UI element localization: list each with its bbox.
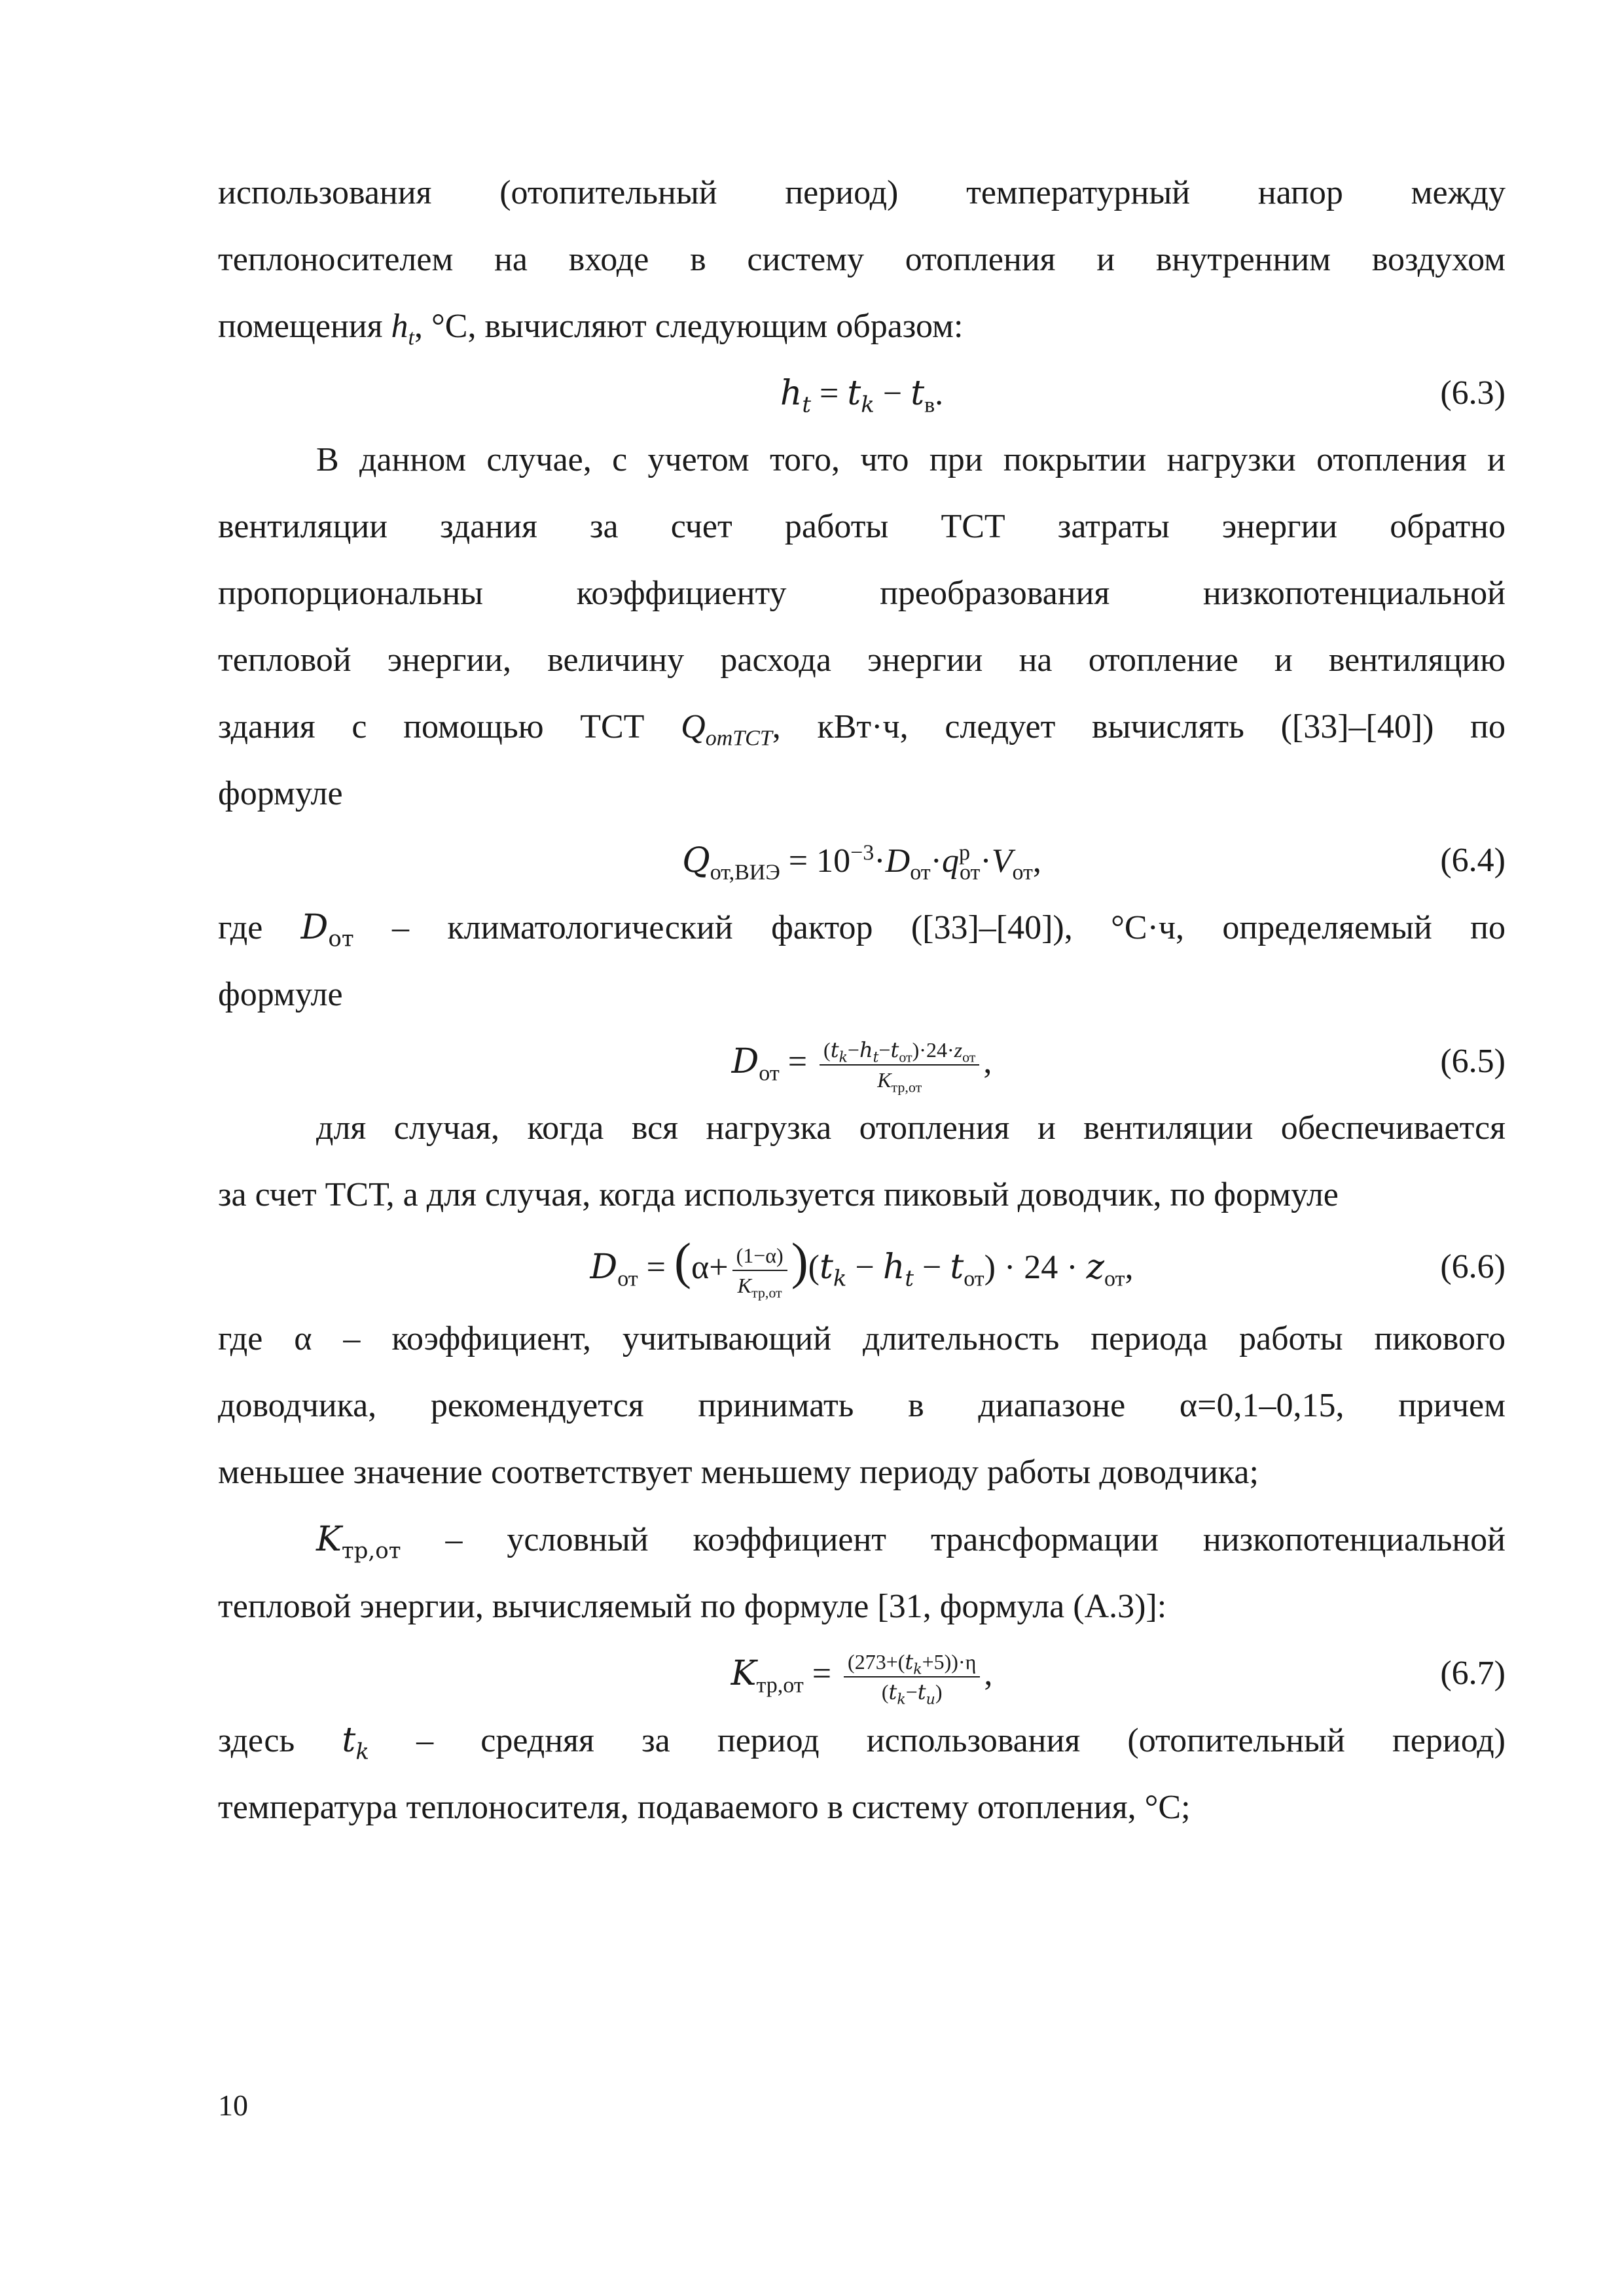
fraction: $\frac{(273+(t_k+5))\cdot\eta}{(t_k-t_u)}$ xyxy=(844,1649,980,1705)
equation-number: (6.5) xyxy=(1440,1043,1506,1080)
equation-6-6 xyxy=(218,1229,1506,1306)
p5-line-1: где α – коэффициент, учитывающий длительность периода работы пикового xyxy=(218,1320,1506,1357)
equation-number: (6.7) xyxy=(1440,1655,1506,1692)
text-run: здания с помощью ТСТ xyxy=(218,708,681,745)
equation-number: (6.4) xyxy=(1440,842,1506,879)
p3-line-1 xyxy=(218,894,1506,961)
p2-line-2: вентиляции здания за счет работы ТСТ затраты энергии обратно xyxy=(218,508,1506,545)
formula-6-5: $D_{от}$ = $\frac{(t_k-h_t-t_{от})\cdot 24\cdot z_{от}}{K_{тр,от}}$ , xyxy=(731,1037,992,1095)
formula-6-4: $Q_{от,ВИЭ} = 10^{-3}\cdot D_{от}\cdot q^р_{от}\cdot V_{от}$, xyxy=(682,840,1041,884)
p5-line-2: доводчика, рекомендуется принимать в диапазоне α=0,1–0,15, причем xyxy=(218,1387,1506,1424)
p2-line-3: пропорциональны коэффициенту преобразования низкопотенциальной xyxy=(218,575,1506,612)
text-run: , °С, вычисляют следующим образом: xyxy=(414,308,964,345)
symbol-t-k: $t_k$ xyxy=(342,1721,369,1765)
p2-line-5 xyxy=(218,694,1506,761)
fraction: $\frac{(t_k-h_t-t_{от})\cdot 24\cdot z_{от}}{K_{тр,от}}$ xyxy=(820,1037,979,1093)
p6-line-1 xyxy=(218,1506,1506,1573)
formula-6-7: $K_{тр,от}$ = $\frac{(273+(t_k+5))\cdot\eta}{(t_k-t_u)}$ , xyxy=(731,1649,993,1708)
p4-line-1: для случая, когда вся нагрузка отопления и вентиляции обеспечивается xyxy=(316,1109,1506,1147)
p1-line-3 xyxy=(218,293,1506,360)
p6-line-2: тепловой энергии, вычисляемый по формуле [31, формула (А.3)]: xyxy=(218,1588,1167,1625)
equation-number: (6.6) xyxy=(1440,1248,1506,1285)
equation-6-5 xyxy=(218,1028,1506,1095)
p2-line-6: формуле xyxy=(218,775,343,812)
p5-line-3: меньшее значение соответствует меньшему периоду работы доводчика; xyxy=(218,1454,1259,1491)
text-run: помещения xyxy=(218,308,391,345)
symbol-h-t: $h_t$ xyxy=(391,308,414,350)
symbol-k-tr-ot: $K_{тр,от}$ xyxy=(316,1520,401,1564)
p2-line-4: тепловой энергии, величину расхода энергии на отопление и вентиляцию xyxy=(218,641,1506,679)
p2-line-1: В данном случае, с учетом того, что при покрытии нагрузки отопления и xyxy=(316,441,1506,478)
text-run: – климатологический фактор ([33]–[40]), °С·ч, определяемый по xyxy=(353,909,1506,946)
equation-6-4 xyxy=(218,827,1506,894)
fraction: $\frac{(1-\alpha)}{K_{тр,от}}$ xyxy=(732,1242,787,1299)
p1-line-2: теплоносителем на входе в систему отопления и внутренним воздухом xyxy=(218,241,1506,278)
equation-6-7 xyxy=(218,1640,1506,1707)
p7-line-1 xyxy=(218,1707,1506,1774)
formula-6-3: $h_t = t_k - t_в$. xyxy=(780,373,944,418)
text-run: здесь xyxy=(218,1722,342,1759)
text-run: – условный коэффициент трансформации низкопотенциальной xyxy=(401,1521,1506,1558)
text-run: – средняя за период использования (отопительный период) xyxy=(369,1722,1506,1759)
page-number: 10 xyxy=(218,2089,248,2122)
text-run: , кВт·ч, следует вычислять ([33]–[40]) по xyxy=(772,708,1506,745)
body-text xyxy=(218,160,1506,1841)
p1-line-1: использования (отопительный период) температурный напор между xyxy=(218,174,1506,211)
formula-6-6: $D_{от} = (\alpha+$ $\frac{(1-\alpha)}{K_{тр,от}}$ )$(t_k - h_t - t_{от}) \cdot 24 \cdot z_{от}$, xyxy=(590,1232,1134,1300)
symbol-q-ot-tst: $Q_{отТСТ}$ xyxy=(681,708,772,751)
equation-6-3 xyxy=(218,360,1506,427)
equation-number: (6.3) xyxy=(1440,374,1506,412)
text-run: где xyxy=(218,909,301,946)
p4-line-2: за счет ТСТ, а для случая, когда используется пиковый доводчик, по формуле xyxy=(218,1176,1339,1213)
p3-line-2: формуле xyxy=(218,976,343,1013)
p7-line-2: температура теплоносителя, подаваемого в систему отопления, °С; xyxy=(218,1789,1191,1826)
symbol-d-ot: $D_{от}$ xyxy=(300,908,354,952)
